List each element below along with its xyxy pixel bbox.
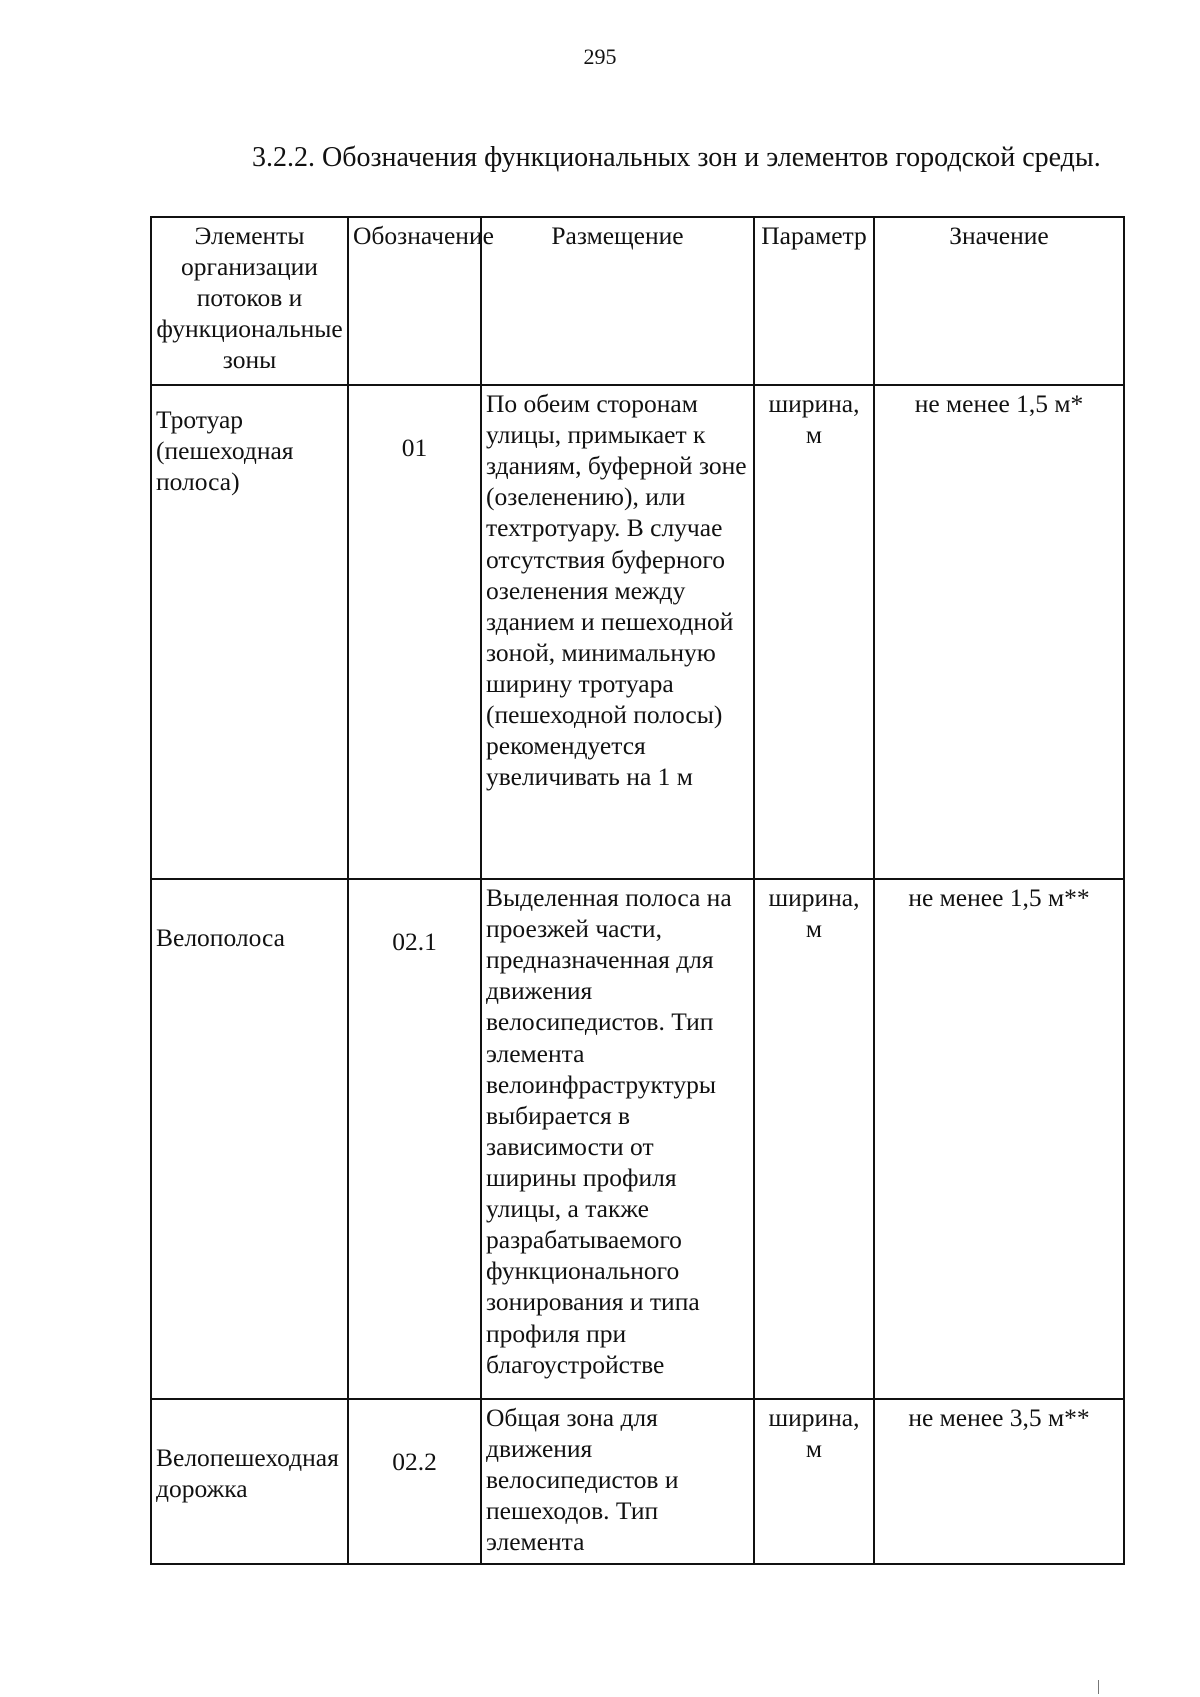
functional-zones-table <box>150 216 1125 1565</box>
cell-code: 02.1 <box>348 879 481 1399</box>
cell-parameter: ширина, м <box>754 385 874 879</box>
table-row <box>151 385 1124 879</box>
cell-value: не менее 1,5 м* <box>874 385 1124 879</box>
cell-value: не менее 1,5 м** <box>874 879 1124 1399</box>
header-code: Обозначение <box>348 217 481 385</box>
cell-code: 01 <box>348 385 481 879</box>
header-value: Значение <box>874 217 1124 385</box>
scan-mark <box>1098 1680 1099 1694</box>
table-header-row <box>151 217 1124 385</box>
cell-value: не менее 3,5 м** <box>874 1399 1124 1564</box>
cell-element: Велопешеходная дорожка <box>151 1399 348 1564</box>
cell-placement: Общая зона для движения велосипедистов и пешеходов. Тип элемента <box>481 1399 754 1564</box>
cell-placement: Выделенная полоса на проезжей части, предназначенная для движения велосипедистов. Тип элемента велоинфраструктуры выбирается в зависимости от ширины профиля улицы, а также разрабатываемого функционального зонирования и типа профиля при благоустройстве <box>481 879 754 1399</box>
table-row <box>151 1399 1124 1564</box>
table-row <box>151 879 1124 1399</box>
cell-parameter: ширина, м <box>754 1399 874 1564</box>
cell-placement: По обеим сторонам улицы, примыкает к зданиям, буферной зоне (озеленению), или техтротуару. В случае отсутствия буферного озеленения между зданием и пешеходной зоной, минимальную ширину тротуара (пешеходной полосы) рекомендуется увеличивать на 1 м <box>481 385 754 879</box>
header-parameter: Параметр <box>754 217 874 385</box>
page-number: 295 <box>583 44 617 69</box>
section-heading: 3.2.2. Обозначения функциональных зон и элементов городской среды. <box>252 142 1101 173</box>
cell-element: Велополоса <box>151 879 348 1399</box>
header-placement: Размещение <box>481 217 754 385</box>
header-element: Элементы организации потоков и функциональные зоны <box>151 217 348 385</box>
cell-code: 02.2 <box>348 1399 481 1564</box>
cell-element: Тротуар (пешеходная полоса) <box>151 385 348 879</box>
cell-parameter: ширина, м <box>754 879 874 1399</box>
